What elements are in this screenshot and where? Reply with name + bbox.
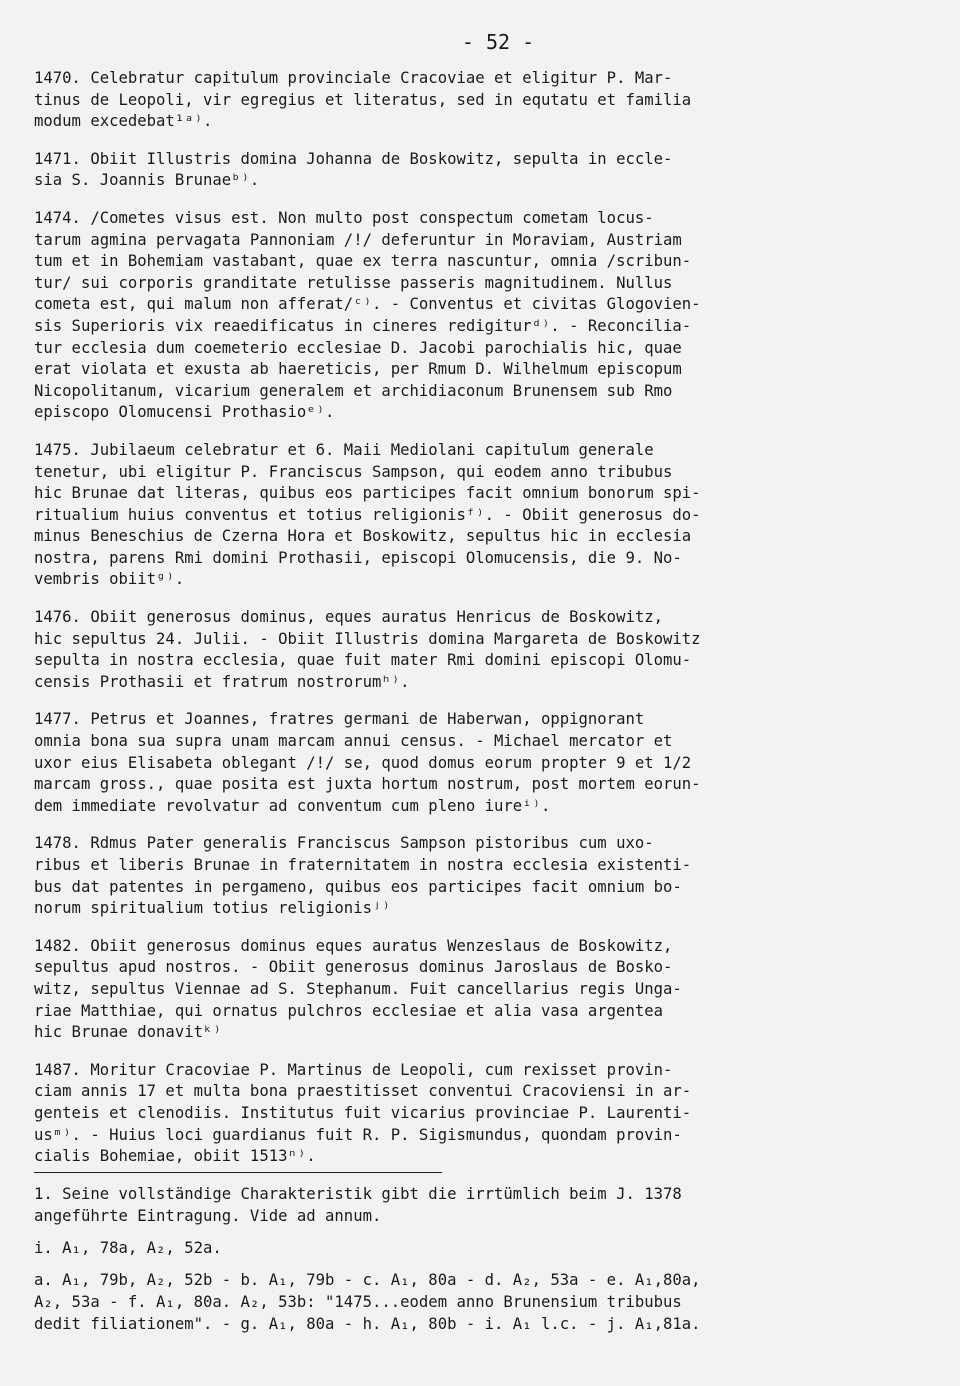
footnote-line: 1. Seine vollständige Charakteristik gibt die irrtümlich beim J. 1378 xyxy=(34,1184,682,1203)
footnote-line: a. A₁, 79b, A₂, 52b - b. A₁, 79b - c. A₁, 80a - d. A₂, 53a - e. A₁,80a, xyxy=(34,1270,701,1289)
text-line: censis Prothasii et fratrum nostrorumʰ⁾. xyxy=(34,672,410,691)
text-line: hic sepultus 24. Julii. - Obiit Illustris domina Margareta de Boskowitz xyxy=(34,629,701,648)
text-line: 1476. Obiit generosus dominus, eques auratus Henricus de Boskowitz, xyxy=(34,608,664,627)
text-line: usᵐ⁾. - Huius loci guardianus fuit R. P. Sigismundus, quondam provin- xyxy=(34,1125,682,1144)
page-number: - 52 - xyxy=(461,30,535,54)
entry-1477 xyxy=(34,709,932,817)
text-line: tur/ sui corporis granditate retulisse passeris magnitudinem. Nullus xyxy=(34,273,673,292)
entry-1478 xyxy=(34,833,932,919)
footnotes xyxy=(34,1183,932,1335)
text-line: tinus de Leopoli, vir egregius et literatus, sed in equtatu et familia xyxy=(34,90,692,109)
text-line: hic Brunae donavitᵏ⁾ xyxy=(34,1023,222,1042)
footnote-gap xyxy=(34,1227,932,1237)
text-line: Nicopolitanum, vicarium generalem et archidiaconum Brunensem sub Rmo xyxy=(34,381,673,400)
footnote-line: dedit filiationem". - g. A₁, 80a - h. A₁, 80b - i. A₁ l.c. - j. A₁,81a. xyxy=(34,1314,701,1333)
text-line: nostra, parens Rmi domini Prothasii, episcopi Olomucensis, die 9. No- xyxy=(34,548,682,567)
footnote-line: i. A₁, 78a, A₂, 52a. xyxy=(34,1238,222,1257)
footnote-line: A₂, 53a - f. A₁, 80a. A₂, 53b: "1475...eodem anno Brunensium tribubus xyxy=(34,1292,682,1311)
text-line: omnia bona sua supra unam marcam annui census. - Michael mercator et xyxy=(34,732,673,751)
text-line: norum spiritualium totius religionisʲ⁾ xyxy=(34,899,391,918)
entry-1487 xyxy=(34,1060,932,1168)
text-line: sia S. Joannis Brunaeᵇ⁾. xyxy=(34,171,260,190)
entry-1482 xyxy=(34,936,932,1044)
text-line: episcopo Olomucensi Prothasioᵉ⁾. xyxy=(34,403,335,422)
text-line: sepulta in nostra ecclesia, quae fuit mater Rmi domini episcopi Olomu- xyxy=(34,651,692,670)
text-line: tur ecclesia dum coemeterio ecclesiae D. Jacobi parochialis hic, quae xyxy=(34,338,682,357)
text-line: dem immediate revolvatur ad conventum cum pleno iureⁱ⁾. xyxy=(34,796,551,815)
text-line: 1487. Moritur Cracoviae P. Martinus de Leopoli, cum rexisset provin- xyxy=(34,1060,673,1079)
entry-1476 xyxy=(34,607,932,693)
text-line: bus dat patentes in pergameno, quibus eos participes facit omnium bo- xyxy=(34,877,682,896)
text-line: vembris obiitᵍ⁾. xyxy=(34,570,185,589)
text-line: sepultus apud nostros. - Obiit generosus dominus Jaroslaus de Bosko- xyxy=(34,958,673,977)
text-line: hic Brunae dat literas, quibus eos participes facit omnium bonorum spi- xyxy=(34,484,701,503)
footnote-gap xyxy=(34,1259,932,1269)
text-line: modum excedebat¹ᵃ⁾. xyxy=(34,112,213,131)
text-line: witz, sepultus Viennae ad S. Stephanum. Fuit cancellarius regis Unga- xyxy=(34,979,682,998)
text-line: 1477. Petrus et Joannes, fratres germani de Haberwan, oppignorant xyxy=(34,710,645,729)
text-line: sis Superioris vix reaedificatus in cineres redigiturᵈ⁾. - Reconcilia- xyxy=(34,316,692,335)
text-line: 1475. Jubilaeum celebratur et 6. Maii Mediolani capitulum generale xyxy=(34,440,654,459)
text-line: minus Beneschius de Czerna Hora et Boskowitz, sepultus hic in ecclesia xyxy=(34,527,692,546)
text-line: tarum agmina pervagata Pannoniam /!/ deferuntur in Moraviam, Austriam xyxy=(34,230,682,249)
footnote-divider xyxy=(34,1172,442,1173)
text-line: genteis et clenodiis. Institutus fuit vicarius provinciae P. Laurenti- xyxy=(34,1103,692,1122)
chronicle-body xyxy=(34,68,932,1168)
text-line: 1478. Rdmus Pater generalis Franciscus Sampson pistoribus cum uxo- xyxy=(34,834,654,853)
entry-1475 xyxy=(34,440,932,591)
text-line: ciam annis 17 et multa bona praestitisset conventui Cracoviensi in ar- xyxy=(34,1082,692,1101)
text-line: 1474. /Cometes visus est. Non multo post conspectum cometam locus- xyxy=(34,208,654,227)
text-line: marcam gross., quae posita est juxta hortum nostrum, post mortem eorun- xyxy=(34,775,701,794)
text-line: ribus et liberis Brunae in fraternitatem in nostra ecclesia existenti- xyxy=(34,856,692,874)
entry-1471 xyxy=(34,149,932,192)
text-line: erat violata et exusta ab haereticis, per Rmum D. Wilhelmum episcopum xyxy=(34,360,682,379)
text-line: 1471. Obiit Illustris domina Johanna de Boskowitz, sepulta in eccle- xyxy=(34,149,673,168)
text-line: cialis Bohemiae, obiit 1513ⁿ⁾. xyxy=(34,1147,316,1166)
text-line: 1482. Obiit generosus dominus eques auratus Wenzeslaus de Boskowitz, xyxy=(34,936,673,955)
text-line: tum et in Bohemiam vastabant, quae ex terra nascuntur, omnia /scribun- xyxy=(34,252,692,271)
text-line: tenetur, ubi eligitur P. Franciscus Sampson, qui eodem anno tribubus xyxy=(34,462,673,481)
text-line: uxor eius Elisabeta oblegant /!/ se, quod domus eorum propter 9 et 1/2 xyxy=(34,753,692,772)
entry-1474 xyxy=(34,208,932,424)
text-line: riae Matthiae, qui ornatus pulchros ecclesiae et alia vasa argentea xyxy=(34,1001,664,1020)
footnote-line: angeführte Eintragung. Vide ad annum. xyxy=(34,1206,382,1225)
entry-1470 xyxy=(34,68,932,133)
text-line: ritualium huius conventus et totius religionisᶠ⁾. - Obiit generosus do- xyxy=(34,505,701,524)
text-line: 1470. Celebratur capitulum provinciale Cracoviae et eligitur P. Mar- xyxy=(34,69,673,87)
text-line: cometa est, qui malum non afferat/ᶜ⁾. - Conventus et civitas Glogovien- xyxy=(34,295,701,314)
